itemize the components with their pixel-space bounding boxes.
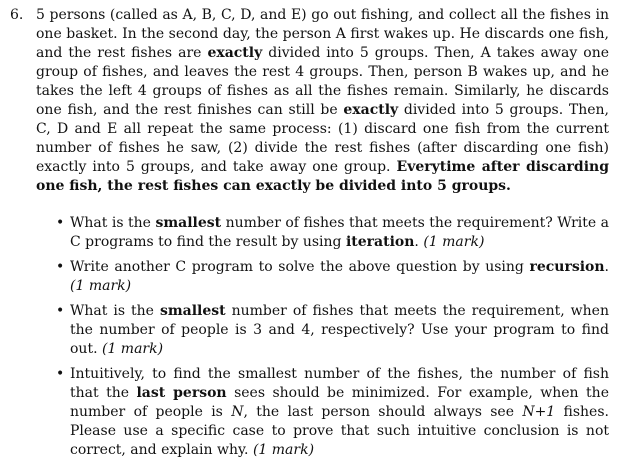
statement-text-1: 5 persons (called as A, B, C, D, and E) go out fishing, and collect all the fishes in one basket. In the second day, the person A first wakes up. He discards one fish, and the rest fishes are: [36, 7, 609, 61]
q3-text-2: number of fishes that meets the requirement, when the number of people is 3 and 4, respectively? Use your program to find out.: [70, 303, 609, 357]
q2-bold-1: recursion: [529, 259, 605, 275]
bullet-dot-icon: •: [56, 366, 65, 382]
q4-var-n-plus-1: N+1: [522, 404, 556, 420]
q4-var-n: N: [231, 404, 244, 420]
q2-text-1: Write another C program to solve the above question by using: [70, 259, 530, 275]
q2-text-2: .: [604, 259, 609, 275]
q1-bold-2: iteration: [345, 234, 415, 250]
q1-text-3: .: [414, 234, 424, 250]
problem-statement: [36, 6, 609, 196]
q3-text-1: What is the: [70, 303, 160, 319]
question-item-3: [56, 302, 609, 359]
bullet-dot-icon: •: [56, 303, 65, 319]
q4-text-3: , the last person should always see: [243, 404, 523, 420]
statement-bold-2: exactly: [343, 102, 399, 118]
problem-6: [10, 6, 609, 196]
q4-text-1: Intuitively, to find the smallest number of the fishes, the number of fish that the: [70, 366, 609, 401]
q1-bold-1: smallest: [155, 215, 222, 231]
q1-text-1: What is the: [70, 215, 156, 231]
q1-mark: (1 mark): [423, 234, 485, 250]
bullet-dot-icon: •: [56, 259, 65, 275]
statement-bold-1: exactly: [207, 45, 263, 61]
question-item-4: [56, 365, 609, 460]
q4-mark: (1 mark): [252, 442, 315, 458]
question-item-1: [56, 214, 609, 252]
statement-text-3: divided into 5 groups. Then, C, D and E all repeat the same process: (1) discard one fish from the current number of fishes he saw, (2) divide the rest fishes (after discarding one fish) exactly into 5 groups, and take away one group.: [36, 102, 610, 175]
q1-text-2: number of fishes that meets the requirement? Write a C programs to find the result by using: [70, 215, 609, 250]
q2-mark: (1 mark): [70, 278, 132, 294]
q4-bold-1: last person: [136, 385, 227, 401]
q3-mark: (1 mark): [101, 341, 164, 357]
question-list: [10, 214, 609, 460]
q4-text-4: fishes. Please use a specific case to prove that such intuitive conclusion is not correct, and explain why.: [70, 404, 609, 458]
statement-text-2: divided into 5 groups. Then, A takes away one group of fishes, and leaves the rest 4 groups. Then, person B wakes up, and he takes the left 4 groups of fishes as all the fishes remain. Similarly, he discards one fish, and the rest finishes can still be: [36, 45, 610, 118]
statement-bold-3: Everytime after discarding one fish, the rest fishes can exactly be divided into 5 groups.: [36, 159, 610, 194]
bullet-dot-icon: •: [56, 215, 65, 231]
question-item-2: [56, 258, 609, 296]
q4-text-2: sees should be minimized. For example, when the number of people is: [70, 385, 609, 420]
problem-number: 6.: [10, 7, 24, 23]
q3-bold-1: smallest: [159, 303, 226, 319]
